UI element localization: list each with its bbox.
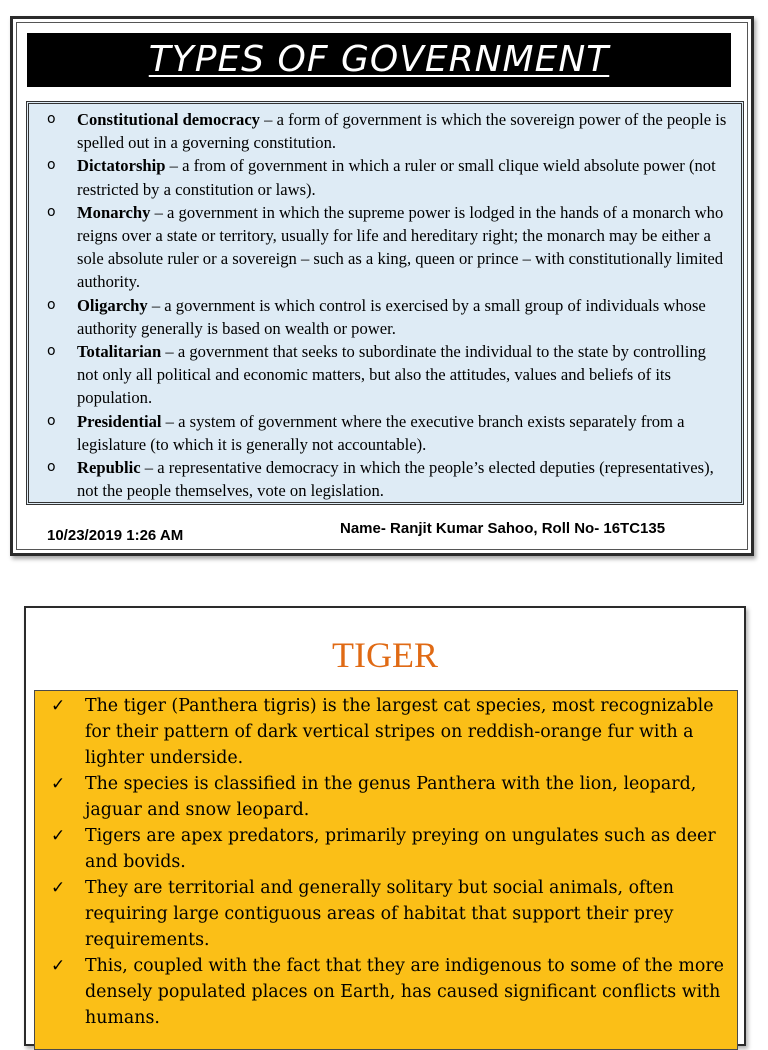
government-type-term: Constitutional democracy <box>77 110 260 129</box>
government-type-item <box>43 154 731 200</box>
circle-bullet-icon: o <box>47 343 56 360</box>
government-types-box <box>26 101 744 505</box>
tiger-fact-item <box>49 953 729 1031</box>
slide-title: TYPES OF GOVERNMENT <box>148 39 610 80</box>
government-type-term: Oligarchy <box>77 295 148 315</box>
government-type-description: – a representative democracy in which the people’s elected deputies (representatives), not the people themselves, vote on legislation. <box>77 458 714 501</box>
government-type-term: Republic <box>77 458 141 478</box>
footer-author: Name- Ranjit Kumar Sahoo, Roll No- 16TC135 <box>340 520 666 537</box>
government-type-item <box>43 201 731 294</box>
government-type-term: Presidential <box>77 411 162 431</box>
checkmark-icon: ✓ <box>51 696 66 716</box>
checkmark-icon: ✓ <box>51 774 66 794</box>
slide-types-of-government <box>10 16 754 556</box>
tiger-fact-item <box>49 693 729 771</box>
government-type-description: – a system of government where the executive branch exists separately from a legislature (to which it is generally not accountable). <box>77 411 685 454</box>
government-type-item <box>43 294 731 340</box>
government-type-description: – a from of government in which a ruler or small clique wield absolute power (not restricted by a constitution or laws). <box>77 156 716 199</box>
government-type-description: – a government is which control is exercised by a small group of individuals whose authority generally is based on wealth or power. <box>77 295 706 338</box>
tiger-fact-item <box>49 875 729 953</box>
checkmark-icon: ✓ <box>51 956 66 976</box>
government-type-item <box>43 410 731 456</box>
tiger-fact-text: The species is classified in the genus Panthera with the lion, leopard, jaguar and snow leopard. <box>85 774 697 820</box>
footer-date: 10/23/2019 1:26 AM <box>47 527 184 544</box>
tiger-fact-item <box>49 823 729 875</box>
slide-footer <box>13 517 751 547</box>
government-type-description: – a government that seeks to subordinate the individual to the state by controlling not only all political and economic matters, but also the attitudes, values and beliefs of its population. <box>77 342 706 408</box>
tiger-fact-text: They are territorial and generally solitary but social animals, often requiring large contiguous areas of habitat that support their prey requirements. <box>85 878 674 950</box>
tiger-fact-item <box>49 771 729 823</box>
tiger-fact-text: This, coupled with the fact that they are indigenous to some of the more densely populated places on Earth, has caused significant conflicts with humans. <box>85 956 724 1028</box>
circle-bullet-icon: o <box>47 157 56 174</box>
circle-bullet-icon: o <box>47 296 56 313</box>
tiger-facts-box <box>34 690 738 1050</box>
checkmark-icon: ✓ <box>51 878 66 898</box>
slide-title-bar <box>27 33 731 87</box>
government-type-item <box>43 108 731 154</box>
government-types-list <box>43 108 731 502</box>
tiger-fact-text: The tiger (Panthera tigris) is the largest cat species, most recognizable for their pattern of dark vertical stripes on reddish-orange fur with a lighter underside. <box>85 696 714 768</box>
tiger-fact-text: Tigers are apex predators, primarily preying on ungulates such as deer and bovids. <box>85 826 716 872</box>
government-type-description: – a government in which the supreme power is lodged in the hands of a monarch who reigns over a state or territory, usually for life and hereditary right; the monarch may be either a sole absolute ruler or a sovereign – such as a king, queen or prince – with constitutionally limited authority. <box>77 202 724 292</box>
government-type-item <box>43 456 731 502</box>
government-type-item <box>43 340 731 410</box>
circle-bullet-icon: o <box>47 203 56 220</box>
slide-tiger <box>24 606 746 1046</box>
government-type-term: Dictatorship <box>77 156 166 176</box>
tiger-facts-list <box>49 693 729 1031</box>
checkmark-icon: ✓ <box>51 826 66 846</box>
tiger-slide-title: TIGER <box>332 635 438 675</box>
government-type-description: – a form of government is which the sovereign power of the people is spelled out in a governing constitution. <box>77 110 727 153</box>
circle-bullet-icon: o <box>47 412 56 429</box>
circle-bullet-icon: o <box>47 459 56 476</box>
government-type-term: Totalitarian <box>77 342 162 362</box>
government-type-term: Monarchy <box>77 202 151 222</box>
circle-bullet-icon: o <box>47 111 56 127</box>
